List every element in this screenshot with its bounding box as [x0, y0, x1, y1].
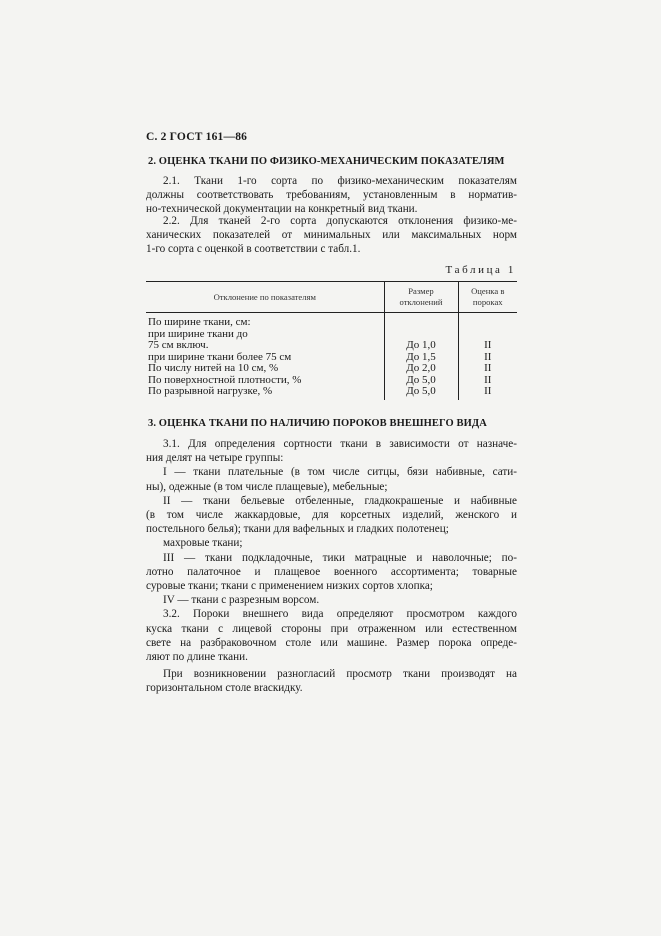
cell-label: По ширине ткани, см:	[148, 316, 251, 328]
cell-size: До 1,0	[384, 340, 458, 352]
text-line: 1-го сорта с оценкой в соответствии с табл.1.	[146, 243, 361, 256]
cell-size: До 2,0	[384, 363, 458, 375]
cell-label: По числу нитей на 10 см, %	[148, 362, 279, 374]
header-size: Размер отклонений	[384, 282, 458, 313]
table-caption: Таблица 1	[445, 264, 516, 276]
table-header-row	[146, 282, 517, 313]
text-line: куска ткани с лицевой стороны при отраженном или естественном	[146, 622, 517, 635]
table-row	[146, 313, 517, 329]
text-line: I — ткани плательные (в том числе ситцы, бязи набивные, сати-	[163, 466, 517, 479]
cell-score: II	[458, 363, 517, 375]
table-row	[146, 363, 517, 375]
text-line: 3.2. Пороки внешнего вида определяют просмотром каждого	[163, 608, 517, 621]
cell-score: II	[458, 386, 517, 400]
text-line: но-технической документации на конкретный вид ткани.	[146, 203, 418, 216]
text-line: При возникновении разногласий просмотр ткани производят на	[163, 668, 517, 681]
text-line: постельного белья); ткани для вафельных и гладких полотенец;	[146, 523, 449, 536]
paragraph-2-1	[146, 174, 517, 217]
cell-label: По разрывной нагрузке, %	[148, 385, 273, 397]
cell-label: при ширине ткани более 75 см	[148, 350, 292, 363]
text-line: IV — ткани с разрезным ворсом.	[163, 594, 320, 607]
header-score: Оценка в пороках	[458, 282, 517, 313]
cell-label: 75 см включ.	[148, 339, 209, 351]
cell-score	[458, 313, 517, 329]
cell-label: при ширине ткани до	[148, 327, 248, 340]
text-line: суровые ткани; ткани с применением низких сортов хлопка;	[146, 580, 433, 593]
section-3-title: 3. ОЦЕНКА ТКАНИ ПО НАЛИЧИЮ ПОРОКОВ ВНЕШНЕГО ВИДА	[148, 418, 487, 429]
text-line: III — ткани подкладочные, тики матрацные и наволочные; по-	[163, 551, 517, 564]
cell-label: По поверхностной плотности, %	[148, 373, 302, 386]
text-line: ния делят на четыре группы:	[146, 452, 284, 465]
page-header: С. 2 ГОСТ 161—86	[146, 131, 248, 143]
text-line: 3.1. Для определения сортности ткани в зависимости от назначе-	[163, 438, 517, 450]
text-line: лотно палаточное и плащевое военного ассортимента; товарные	[146, 565, 517, 578]
text-line: (в том числе жаккардовые, для корсетных изделий, женского и	[146, 509, 517, 522]
text-line: горизонтальном столе вraскидку.	[146, 682, 303, 695]
cell-score: II	[458, 352, 517, 364]
text-line: махровые ткани;	[163, 537, 243, 550]
cell-size	[384, 313, 458, 329]
cell-size: До 1,5	[384, 352, 458, 364]
section-2-title: 2. ОЦЕНКА ТКАНИ ПО ФИЗИКО-МЕХАНИЧЕСКИМ ПОКАЗАТЕЛЯМ	[148, 156, 505, 167]
text-line: должны соответствовать требованиям, установленным в норматив-	[146, 189, 517, 202]
paragraph-2-2	[146, 214, 517, 257]
text-line: ны), одежные (в том числе плащевые), мебельные;	[146, 480, 388, 493]
text-line: ляют по длине ткани.	[146, 651, 248, 664]
text-line: свете на разбраковочном столе или машине. Размер порока опреде-	[146, 636, 517, 649]
header-deviation: Отклонение по показателям	[146, 282, 384, 313]
cell-score: II	[458, 340, 517, 352]
text-line: II — ткани бельевые отбеленные, гладкокрашеные и набивные	[163, 494, 517, 507]
cell-size: До 5,0	[384, 386, 458, 400]
section-3-body	[146, 437, 517, 696]
table-row	[146, 340, 517, 352]
cell-size: До 5,0	[384, 375, 458, 387]
table-row	[146, 386, 517, 400]
text-line: 2.2. Для тканей 2-го сорта допускаются отклонения физико-ме-	[163, 215, 517, 227]
deviation-table	[146, 281, 517, 400]
cell-score: II	[458, 375, 517, 387]
text-line: ханических показателей от минимальных или максимальных норм	[146, 229, 517, 242]
text-line: 2.1. Ткани 1-го сорта по физико-механическим показателям	[163, 175, 517, 187]
